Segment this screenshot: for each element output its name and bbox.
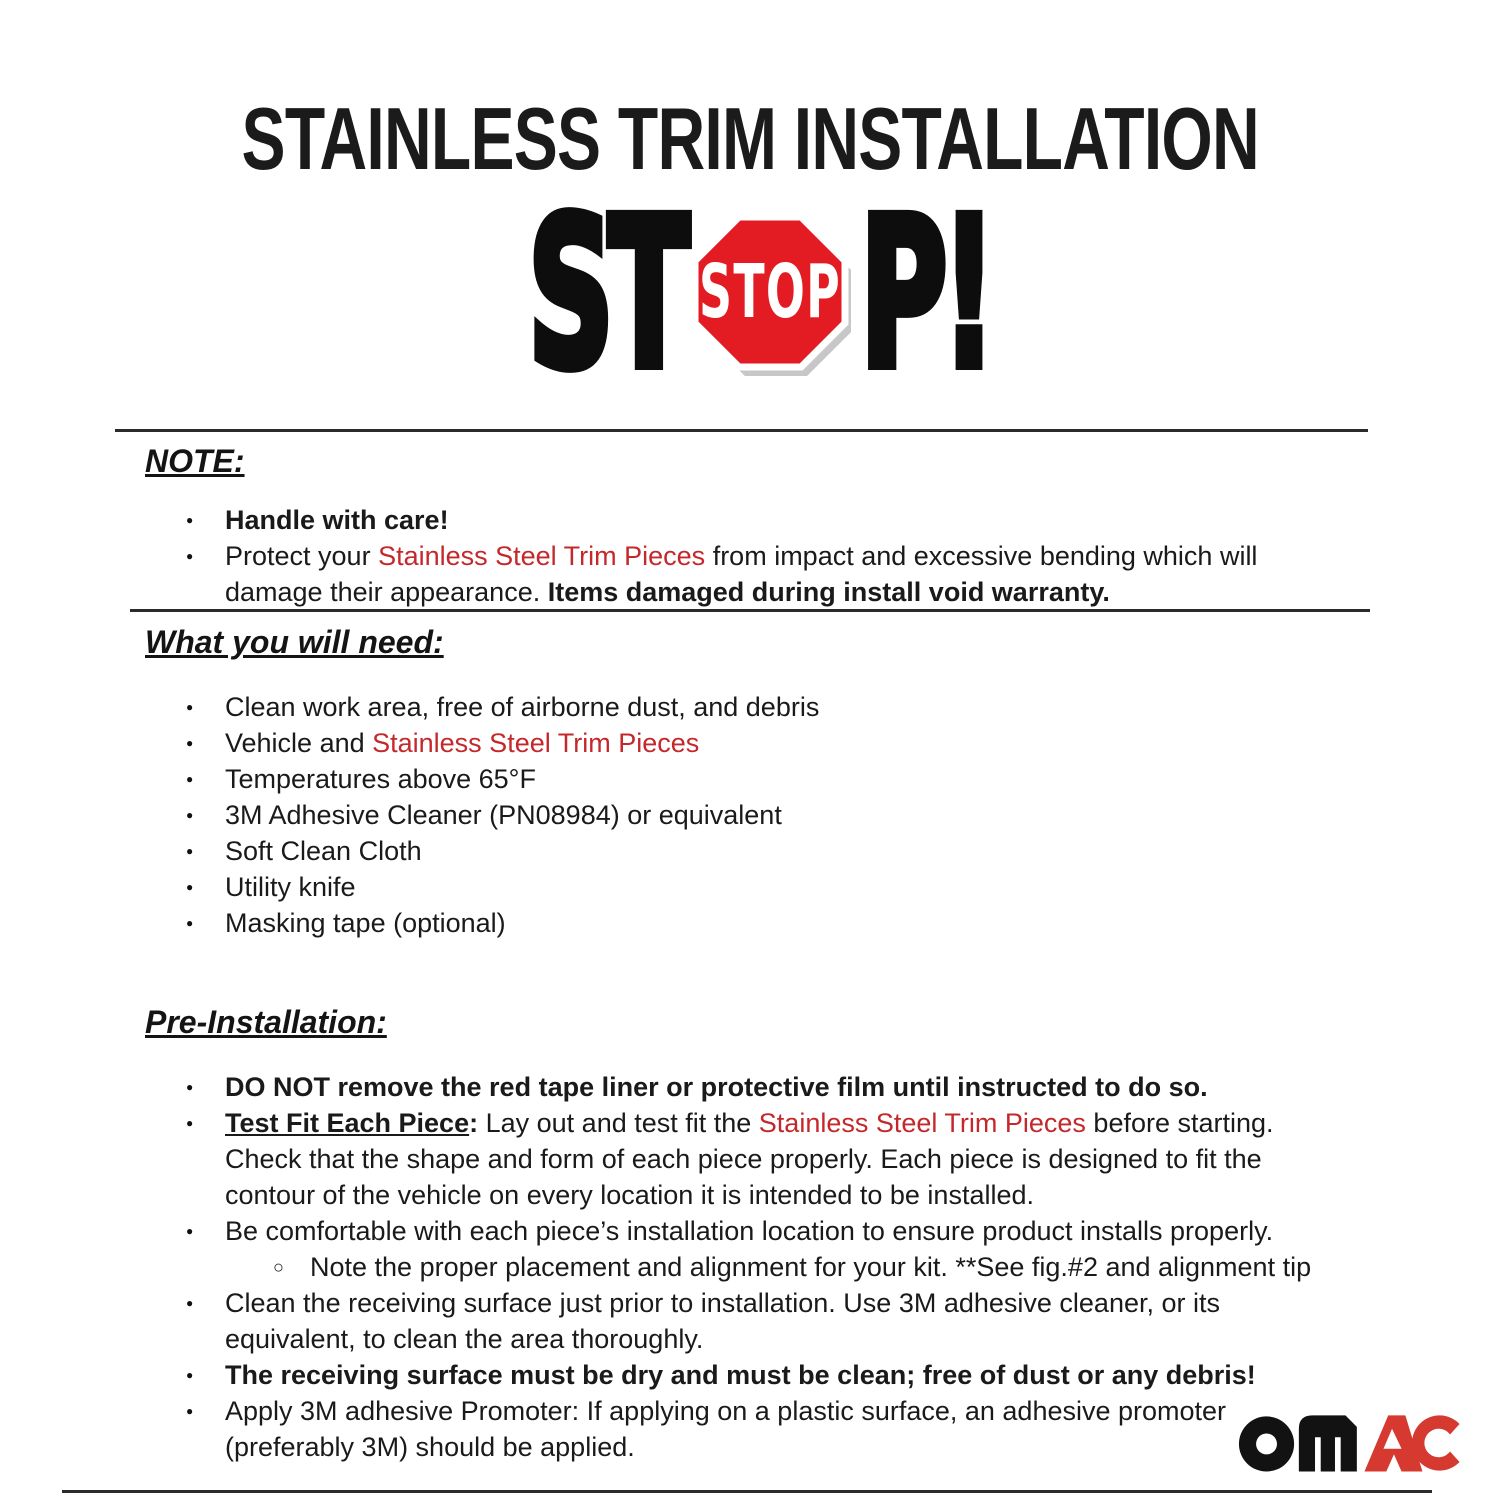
bullet-item [145,1069,1310,1105]
section-heading-pre-installation: Pre-Installation: [145,1004,387,1040]
text-segment: Note the proper placement and alignment for your kit. **See fig.#2 and alignment tip [310,1252,1312,1282]
text-segment: Stainless Steel Trim Pieces [372,728,700,758]
omac-logo [1238,1412,1470,1474]
bullet-item [145,1357,1310,1393]
text-segment: Apply 3M adhesive Promoter: If applying on a plastic surface, an adhesive promoter (preferably 3M) should be applied. [225,1396,1227,1462]
bullet-item [145,725,1310,761]
bullet-item [145,869,1310,905]
text-segment: Items damaged during install void warranty. [547,577,1110,607]
text-segment: Protect your [225,541,379,571]
bullet-item [145,797,1310,833]
text-segment: Be comfortable with each piece’s installation location to ensure product installs properly. [225,1216,1274,1246]
bullet-item [145,905,1310,941]
text-segment: 3M Adhesive Cleaner (PN08984) or equivalent [225,800,782,830]
omac-logo-black-letters [1239,1415,1357,1471]
bullet-item [145,502,1310,538]
text-segment: Stainless Steel Trim Pieces [378,541,706,571]
bullet-item [145,1213,1310,1249]
stop-left-text: ST [528,174,684,414]
text-segment: Stainless Steel Trim Pieces [758,1108,1086,1138]
bullet-item [145,1393,1310,1465]
text-segment: Clean work area, free of airborne dust, and debris [225,692,820,722]
text-segment: Masking tape (optional) [225,908,506,938]
text-segment: from impact and excessive bending which will damage their appearance. [225,541,1258,607]
what-you-will-need-list [145,689,1310,941]
text-segment: Lay out and test fit the [485,1108,759,1138]
text-segment: Handle with care! [225,505,449,535]
bullet-item [145,689,1310,725]
pre-installation-list [145,1069,1310,1465]
section-heading-note: NOTE: [145,443,245,479]
divider-bottom [62,1490,1432,1493]
page-title: STAINLESS TRIM INSTALLATION [241,88,1259,188]
bullet-item [145,538,1310,610]
text-segment: DO NOT remove the red tape liner or protective film until instructed to do so. [225,1072,1208,1102]
text-segment: Test Fit Each Piece [225,1108,470,1138]
text-segment: : [469,1108,486,1138]
stop-sign-word: STOP [699,248,841,336]
text-segment: Clean the receiving surface just prior to installation. Use 3M adhesive cleaner, or its equivalent, to clean the area thoroughly. [225,1288,1220,1354]
sub-bullet-item [145,1249,1310,1285]
stop-sign-icon [690,213,854,379]
section-heading-what-you-will-need: What you will need: [145,624,444,660]
bullet-item [145,761,1310,797]
omac-logo-red-letters [1364,1415,1459,1471]
text-segment: The receiving surface must be dry and must be clean; free of dust or any debris! [225,1360,1256,1390]
note-list [145,502,1310,610]
bullet-item [145,1105,1310,1213]
text-segment: Temperatures above 65°F [225,764,536,794]
divider-top [115,429,1368,432]
text-segment: Utility knife [225,872,356,902]
text-segment: Soft Clean Cloth [225,836,422,866]
text-segment: before starting. Check that the shape and form of each piece properly. Each piece is designed to fit the contour of the vehicle on every location it is intended to be installed. [225,1108,1274,1210]
text-segment: Vehicle and [225,728,373,758]
bullet-item [145,1285,1310,1357]
stop-graphic [0,174,1500,414]
bullet-item [145,833,1310,869]
stop-right-text: P! [859,174,991,414]
